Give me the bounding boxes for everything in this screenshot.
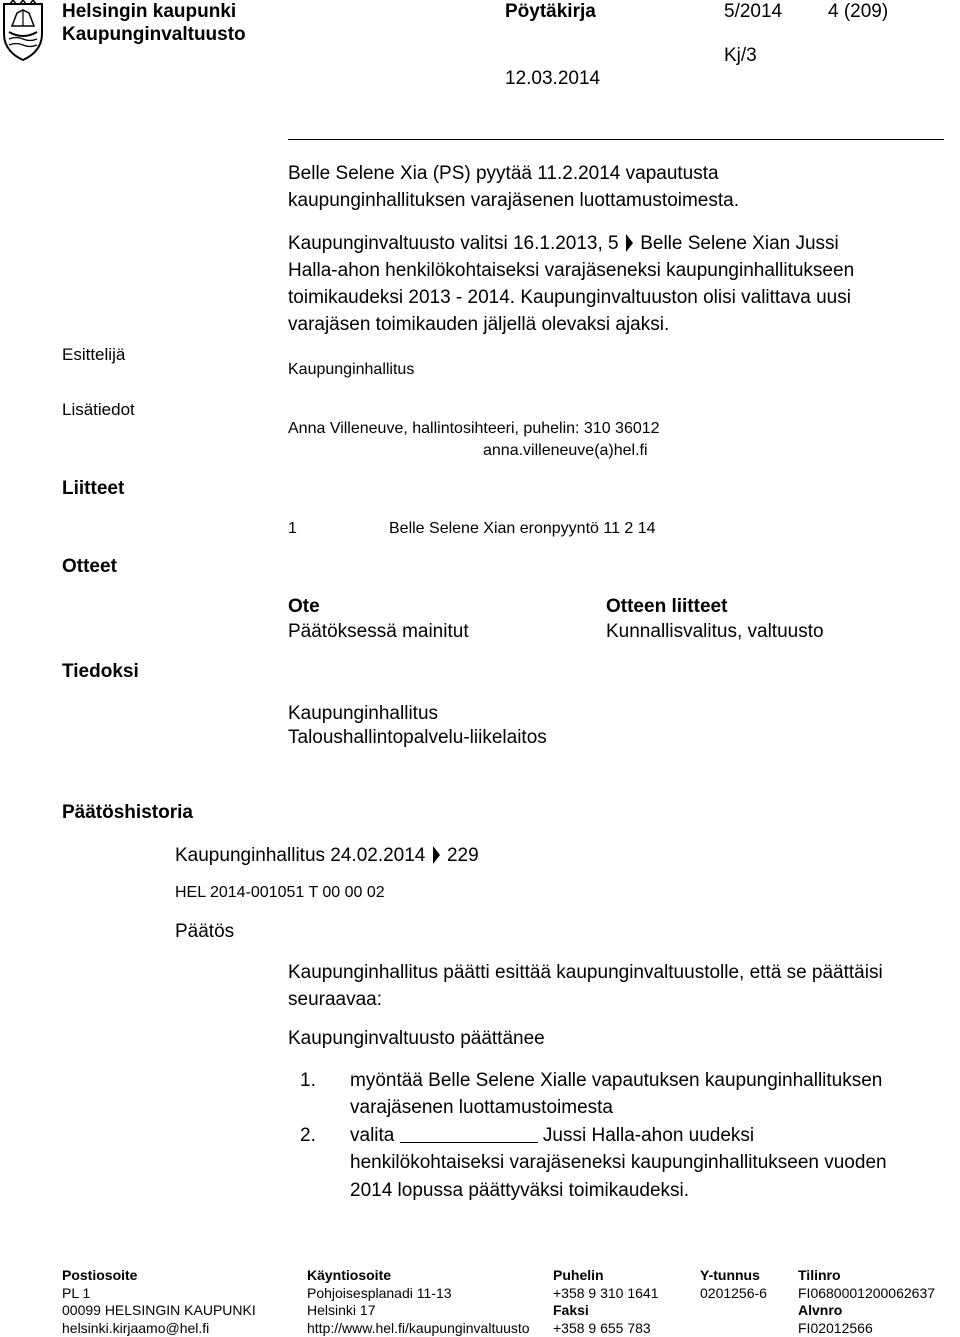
header-divider [288,139,944,140]
page-number: 4 (209) [828,0,888,25]
footer-line: PL 1 [62,1285,256,1303]
footer-line: 00099 HELSINGIN KAUPUNKI [62,1302,256,1320]
footer-account [798,1267,935,1337]
intro-line [288,230,839,257]
intro-line: varajäsen toimikauden jäljellä olevaksi ajaksi. [288,311,669,338]
section-marker-icon [626,234,633,252]
history-entry-text: Kaupunginhallitus 24.02.2014 [175,845,425,866]
footer-line: Helsinki 17 [307,1302,530,1320]
extract-header: Ote [288,593,320,620]
history-entry-number: 229 [447,845,479,866]
footer-header: Postiosoite [62,1267,256,1285]
item-text: henkilökohtaiseksi varajäseneksi kaupunginhallitukseen vuoden [350,1149,887,1176]
meeting-date: 12.03.2014 [505,65,600,92]
item-number: 2. [300,1122,330,1149]
footer-line: 0201256-6 [700,1285,767,1303]
info-email[interactable]: anna.villeneuve(a)hel.fi [483,440,648,462]
footer-business-id [700,1267,767,1302]
footer-header: Puhelin [553,1267,659,1285]
section-code: Kj/3 [724,42,757,69]
footer-line: FI0680001200062637 [798,1285,935,1303]
item-number: 1. [300,1067,330,1094]
section-marker-icon [433,846,440,864]
decision-text: seuraavaa: [288,986,382,1013]
meeting-number: 5/2014 [724,0,782,25]
footer-header: Faksi [553,1302,659,1320]
presenter-label: Esittelijä [62,343,125,367]
item-text-part: Jussi Halla-ahon uudeksi [543,1125,754,1146]
footer-header: Alvnro [798,1302,935,1320]
attachment-number: 1 [288,518,297,540]
item-text [350,1122,754,1149]
footer-line: +358 9 655 783 [553,1320,659,1337]
history-reference: HEL 2014-001051 T 00 00 02 [175,882,385,904]
council-line: Kaupunginvaltuusto päättänee [288,1025,545,1052]
item-text: varajäsenen luottamustoimesta [350,1094,613,1121]
extract-attachments-value: Kunnallisvalitus, valtuusto [606,618,824,645]
footer-url[interactable]: http://www.hel.fi/kaupunginvaltuusto [307,1320,530,1337]
body-name: Kaupunginvaltuusto [62,21,246,48]
org-name: Helsingin kaupunki [62,0,236,25]
notices-label: Tiedoksi [62,658,139,685]
intro-line: kaupunginhallituksen varajäsenen luottamustoimesta. [288,187,739,214]
item-text: myöntää Belle Selene Xialle vapautuksen kaupunginhallituksen [350,1067,882,1094]
extract-value: Päätöksessä mainitut [288,618,469,645]
blank-line [400,1123,538,1143]
attachments-label: Liitteet [62,475,124,502]
notice-recipient: Kaupunginhallitus [288,700,438,727]
footer-visiting [307,1267,530,1337]
footer-line: +358 9 310 1641 [553,1285,659,1303]
history-title: Päätöshistoria [62,799,193,826]
attachment-title[interactable]: Belle Selene Xian eronpyyntö 11 2 14 [389,518,656,540]
notice-recipient: Taloushallintopalvelu-liikelaitos [288,724,547,751]
footer-header: Käyntiosoite [307,1267,530,1285]
helsinki-crest-icon [0,0,46,62]
info-contact: Anna Villeneuve, hallintosihteeri, puhelin: 310 36012 [288,418,660,440]
intro-text: Kaupunginvaltuusto valitsi 16.1.2013, 5 [288,233,619,254]
footer-email[interactable]: helsinki.kirjaamo@hel.fi [62,1320,256,1337]
extracts-label: Otteet [62,553,117,580]
item-text-part: valita [350,1125,394,1146]
decision-label: Päätös [175,918,234,945]
info-label: Lisätiedot [62,398,135,422]
item-text: 2014 lopussa päättyväksi toimikaudeksi. [350,1177,689,1204]
intro-line: Halla-ahon henkilökohtaiseksi varajäseneksi kaupunginhallitukseen [288,257,854,284]
footer-postal [62,1267,256,1337]
footer-header: Tilinro [798,1267,935,1285]
intro-line: toimikaudeksi 2013 - 2014. Kaupunginvaltuuston olisi valittava uusi [288,284,851,311]
footer-line: Pohjoisesplanadi 11-13 [307,1285,530,1303]
history-entry [175,842,479,869]
doc-type: Pöytäkirja [505,0,596,25]
decision-text: Kaupunginhallitus päätti esittää kaupunginvaltuustolle, että se päättäisi [288,959,883,986]
footer-header: Y-tunnus [700,1267,767,1285]
footer-line: FI02012566 [798,1320,935,1337]
extract-attachments-header: Otteen liitteet [606,593,727,620]
presenter-value: Kaupunginhallitus [288,359,414,381]
footer-phone [553,1267,659,1337]
intro-text: Belle Selene Xian Jussi [640,233,839,254]
intro-line: Belle Selene Xia (PS) pyytää 11.2.2014 vapautusta [288,160,719,187]
